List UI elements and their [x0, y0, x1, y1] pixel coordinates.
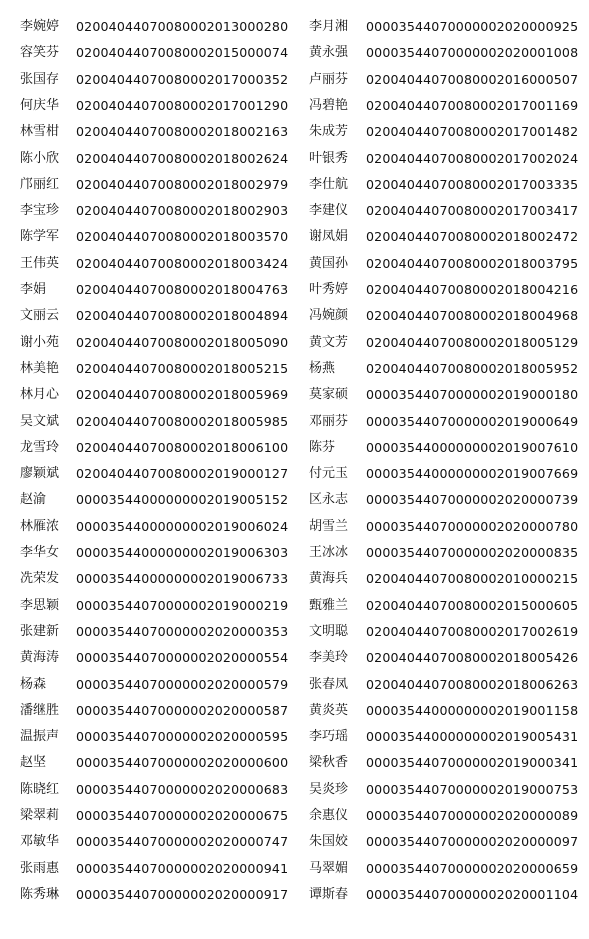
table-row	[0, 93, 589, 119]
left-code: 00003544070000002020000600	[76, 755, 289, 771]
table-row	[0, 829, 589, 855]
right-code: 00003544000000002019007610	[366, 439, 579, 455]
left-code: 00003544070000002020000554	[76, 650, 289, 666]
right-name: 区永志	[309, 492, 349, 508]
table-row	[0, 40, 589, 66]
left-name: 廖颖斌	[20, 466, 60, 482]
table-row	[0, 330, 589, 356]
right-name: 吴炎珍	[309, 781, 349, 797]
table-row	[0, 882, 589, 908]
table-row	[0, 67, 589, 93]
left-code: 00003544000000002019005152	[76, 492, 289, 508]
left-name: 陈学军	[20, 229, 60, 245]
right-name: 甄雅兰	[309, 597, 349, 613]
left-code: 00003544070000002020000579	[76, 676, 289, 692]
left-code: 02004044070080002018004763	[76, 282, 289, 297]
left-code: 02004044070080002018002163	[76, 124, 289, 140]
right-name: 黄炎英	[309, 702, 349, 718]
left-code: 02004044070080002018002903	[76, 203, 289, 219]
left-name: 李娟	[20, 282, 47, 297]
left-code: 02004044070080002013000280	[76, 19, 289, 34]
right-code: 02004044070080002017001482	[366, 124, 579, 140]
left-code: 00003544070000002020000587	[76, 702, 289, 718]
left-name: 温振声	[20, 729, 60, 745]
table-row	[0, 856, 589, 882]
left-name: 林美艳	[20, 360, 60, 376]
table-row	[0, 303, 589, 329]
left-name: 陈晓红	[20, 781, 60, 797]
left-name: 杨森	[20, 676, 47, 692]
left-name: 梁翠莉	[20, 808, 60, 823]
right-code: 00003544000000002019005431	[366, 729, 579, 745]
table-row	[0, 645, 589, 671]
table-row	[0, 698, 589, 724]
table-row	[0, 619, 589, 645]
right-name: 谭斯春	[309, 886, 349, 902]
table-row	[0, 672, 589, 698]
table-row	[0, 409, 589, 435]
left-code: 00003544070000002020000675	[76, 808, 289, 823]
left-name: 林月心	[20, 387, 60, 403]
table-row	[0, 566, 589, 592]
table-row	[0, 540, 589, 566]
left-code: 00003544000000002019006733	[76, 571, 289, 587]
table-row	[0, 277, 589, 303]
right-name: 莫家硕	[309, 387, 349, 403]
right-name: 朱成芳	[309, 124, 349, 140]
right-name: 张春凤	[309, 676, 349, 692]
right-code: 02004044070080002018004968	[366, 308, 579, 324]
table-row	[0, 487, 589, 513]
table-row	[0, 803, 589, 829]
left-name: 龙雪玲	[20, 439, 60, 455]
right-name: 冯碧艳	[309, 97, 349, 113]
left-name: 林雪柑	[20, 124, 60, 140]
right-code: 02004044070080002017002024	[366, 150, 579, 166]
left-name: 张雨惠	[20, 860, 60, 876]
right-name: 梁秋香	[309, 755, 349, 771]
left-code: 02004044070080002017001290	[76, 97, 289, 113]
right-name: 余惠仪	[309, 808, 349, 823]
right-code: 02004044070080002018004216	[366, 282, 579, 297]
table-row	[0, 514, 589, 540]
table-row	[0, 198, 589, 224]
right-code: 00003544070000002020000659	[366, 860, 579, 876]
left-name: 黄海涛	[20, 650, 60, 666]
right-code: 00003544070000002019000180	[366, 387, 579, 403]
left-name: 张建新	[20, 623, 60, 639]
left-name: 文丽云	[20, 308, 60, 324]
right-code: 00003544070000002019000341	[366, 755, 579, 771]
left-name: 赵坚	[20, 755, 47, 771]
left-name: 邝丽红	[20, 176, 60, 192]
left-code: 00003544070000002020000747	[76, 834, 289, 850]
table-row	[0, 382, 589, 408]
right-code: 00003544070000002019000649	[366, 413, 579, 429]
left-name: 李思颖	[20, 597, 60, 613]
left-name: 谢小苑	[20, 334, 60, 350]
right-name: 谢凤娟	[309, 229, 349, 245]
left-code: 02004044070080002018006100	[76, 439, 289, 455]
right-code: 02004044070080002018005426	[366, 650, 579, 666]
right-name: 叶银秀	[309, 150, 349, 166]
right-code: 02004044070080002018005952	[366, 360, 579, 376]
right-name: 付元玉	[309, 466, 349, 482]
right-name: 李美玲	[309, 650, 349, 666]
left-code: 02004044070080002018005090	[76, 334, 289, 350]
right-code: 00003544070000002020001008	[366, 45, 579, 61]
left-name: 何庆华	[20, 97, 60, 113]
left-name: 林雁浓	[20, 518, 60, 534]
left-code: 00003544070000002020000353	[76, 623, 289, 639]
right-name: 邓丽芬	[309, 413, 349, 429]
right-name: 王冰冰	[309, 545, 349, 560]
right-code: 02004044070080002018006263	[366, 676, 579, 692]
right-name: 胡雪兰	[309, 518, 349, 534]
right-code: 00003544070000002020000780	[366, 518, 579, 534]
table-row	[0, 777, 589, 803]
left-code: 02004044070080002015000074	[76, 45, 289, 61]
left-name: 王伟英	[20, 255, 60, 271]
left-code: 02004044070080002018003424	[76, 255, 289, 271]
left-name: 李婉婷	[20, 19, 60, 34]
right-name: 冯婉颜	[309, 308, 349, 324]
table-row	[0, 14, 589, 40]
right-code: 00003544070000002020000097	[366, 834, 579, 850]
left-code: 00003544000000002019006024	[76, 518, 289, 534]
right-code: 02004044070080002018002472	[366, 229, 579, 245]
table-row	[0, 119, 589, 145]
right-code: 00003544000000002019007669	[366, 466, 579, 482]
right-code: 02004044070080002017002619	[366, 623, 579, 639]
right-name: 朱国姣	[309, 834, 349, 850]
left-code: 02004044070080002018005215	[76, 360, 289, 376]
right-code: 02004044070080002017003335	[366, 176, 579, 192]
right-code: 02004044070080002017003417	[366, 203, 579, 219]
left-code: 00003544070000002019000219	[76, 597, 289, 613]
right-code: 02004044070080002017001169	[366, 97, 579, 113]
right-name: 黄文芳	[309, 334, 349, 350]
left-code: 00003544070000002020000941	[76, 860, 289, 876]
left-code: 02004044070080002018002979	[76, 176, 289, 192]
right-name: 李建仪	[309, 203, 349, 219]
table-row	[0, 435, 589, 461]
table-row	[0, 750, 589, 776]
right-code: 00003544070000002020001104	[366, 886, 579, 902]
left-name: 张国存	[20, 71, 60, 87]
right-name: 马翠媚	[309, 860, 349, 876]
right-name: 黄国孙	[309, 255, 349, 271]
right-code: 00003544070000002020000925	[366, 19, 579, 34]
right-code: 00003544070000002020000739	[366, 492, 579, 508]
right-name: 卢丽芬	[309, 71, 349, 87]
left-name: 潘继胜	[20, 702, 60, 718]
left-name: 陈秀琳	[20, 886, 60, 902]
right-name: 叶秀婷	[309, 282, 349, 297]
right-name: 李巧瑶	[309, 729, 349, 745]
right-name: 陈芬	[309, 439, 336, 455]
left-code: 02004044070080002017000352	[76, 71, 289, 87]
table-row	[0, 724, 589, 750]
right-name: 李月湘	[309, 19, 349, 34]
left-code: 00003544070000002020000595	[76, 729, 289, 745]
table-row	[0, 356, 589, 382]
right-code: 00003544070000002020000089	[366, 808, 579, 823]
left-code: 02004044070080002018003570	[76, 229, 289, 245]
left-name: 冼荣发	[20, 571, 60, 587]
right-code: 02004044070080002010000215	[366, 571, 579, 587]
left-code: 02004044070080002019000127	[76, 466, 289, 482]
left-name: 赵渝	[20, 492, 47, 508]
right-name: 黄永强	[309, 45, 349, 61]
right-code: 00003544000000002019001158	[366, 702, 579, 718]
right-name: 文明聪	[309, 623, 349, 639]
right-code: 02004044070080002018005129	[366, 334, 579, 350]
right-code: 02004044070080002016000507	[366, 71, 579, 87]
left-code: 00003544070000002020000917	[76, 886, 289, 902]
left-code: 00003544070000002020000683	[76, 781, 289, 797]
left-name: 容笑芬	[20, 45, 60, 61]
table-row	[0, 251, 589, 277]
left-code: 02004044070080002018004894	[76, 308, 289, 324]
right-code: 00003544070000002020000835	[366, 545, 579, 560]
left-name: 邓敏华	[20, 834, 60, 850]
right-name: 杨燕	[309, 360, 336, 376]
table-row	[0, 172, 589, 198]
right-code: 02004044070080002018003795	[366, 255, 579, 271]
left-name: 李宝珍	[20, 203, 60, 219]
right-code: 00003544070000002019000753	[366, 781, 579, 797]
left-code: 02004044070080002018005969	[76, 387, 289, 403]
right-code: 02004044070080002015000605	[366, 597, 579, 613]
left-code: 00003544000000002019006303	[76, 545, 289, 560]
left-code: 02004044070080002018005985	[76, 413, 289, 429]
right-name: 黄海兵	[309, 571, 349, 587]
left-name: 陈小欣	[20, 150, 60, 166]
left-name: 吴文斌	[20, 413, 60, 429]
left-name: 李华女	[20, 545, 60, 560]
table-row	[0, 224, 589, 250]
table-row	[0, 146, 589, 172]
right-name: 李仕航	[309, 176, 349, 192]
table-row	[0, 461, 589, 487]
table-row	[0, 593, 589, 619]
left-code: 02004044070080002018002624	[76, 150, 289, 166]
